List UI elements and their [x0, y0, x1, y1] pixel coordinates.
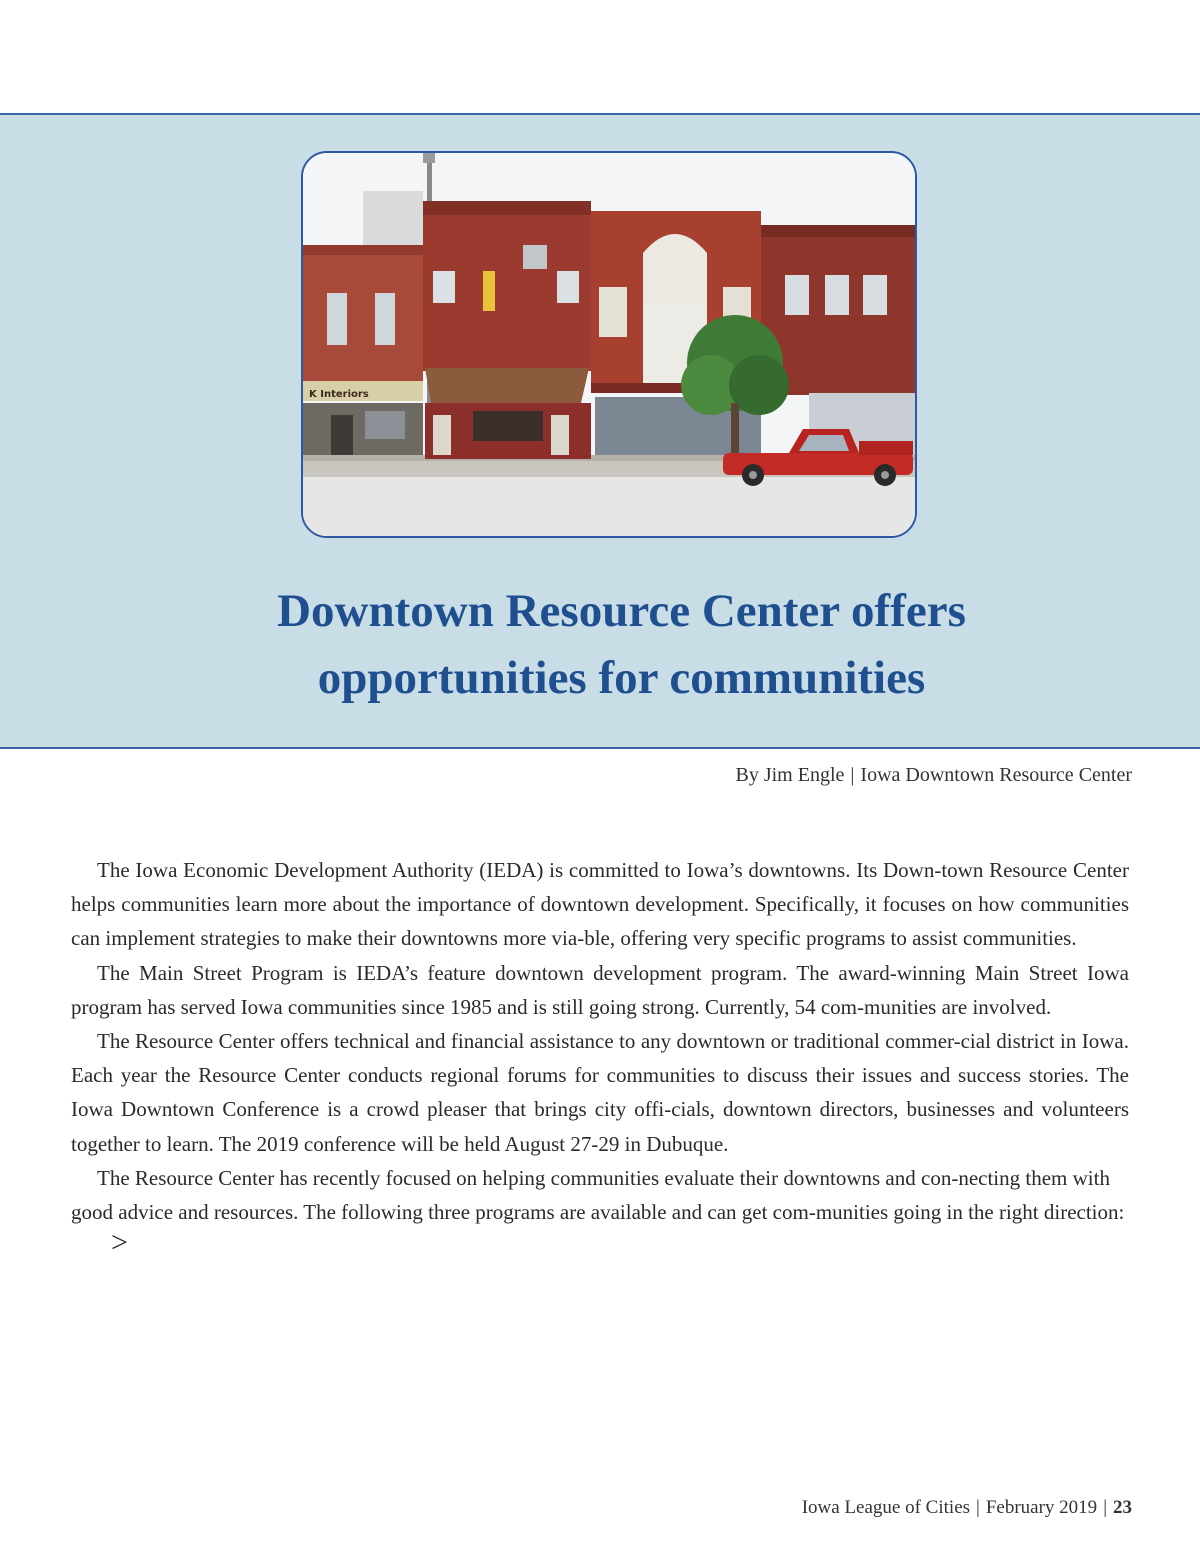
continue-arrow-icon: > — [111, 1226, 128, 1260]
body-paragraph-1: The Iowa Economic Development Authority (IEDA) is committed to Iowa’s downtowns. Its Down-town Resource Center helps communities learn more about the importance of downtown development. Specifically, it focuses on how communities can implement strategies to make their downtowns more via-ble, offering very specific programs to assist communities. — [71, 858, 1129, 951]
headline-line-1: Downtown Resource Center offers — [277, 585, 966, 637]
body-paragraph-2: The Main Street Program is IEDA’s feature downtown development program. The award-winning Main Street Iowa program has served Iowa communities since 1985 and is still going strong. Currently, 54 com-munities are involved. — [71, 960, 1129, 1019]
footer-separator-2: | — [1103, 1497, 1107, 1518]
byline-author: By Jim Engle — [735, 764, 845, 786]
page-number: 23 — [1113, 1497, 1132, 1518]
footer-publication: Iowa League of Cities — [801, 1497, 971, 1518]
page-footer — [802, 1497, 1132, 1519]
footer-issue: February 2019 — [985, 1497, 1098, 1518]
byline — [736, 764, 1133, 787]
storefront-sign: K Interiors — [309, 389, 369, 400]
article-body — [71, 853, 1129, 1263]
headline-line-2: opportunities for communities — [317, 652, 926, 704]
body-paragraph-3: The Resource Center offers technical and financial assistance to any downtown or traditional commer-cial district in Iowa. Each year the Resource Center conducts regional forums for communities to discuss their issues and success stories. The Iowa Downtown Conference is a crowd pleaser that brings city offi-cials, downtown directors, businesses and volunteers together to learn. The 2019 conference will be held August 27-29 in Dubuque. — [71, 1029, 1129, 1156]
byline-separator: | — [850, 764, 855, 786]
byline-organization: Iowa Downtown Resource Center — [860, 764, 1132, 786]
footer-separator-1: | — [976, 1497, 980, 1518]
downtown-photo — [301, 151, 917, 538]
body-paragraph-4-text: The Resource Center has recently focused on helping communities evaluate their downtowns and con-necting them with good advice and resources. The following three programs are available and can get com-munities going in the right direction: — [71, 1165, 1125, 1225]
body-paragraph-4 — [71, 1161, 1129, 1264]
article-headline — [0, 578, 1200, 712]
